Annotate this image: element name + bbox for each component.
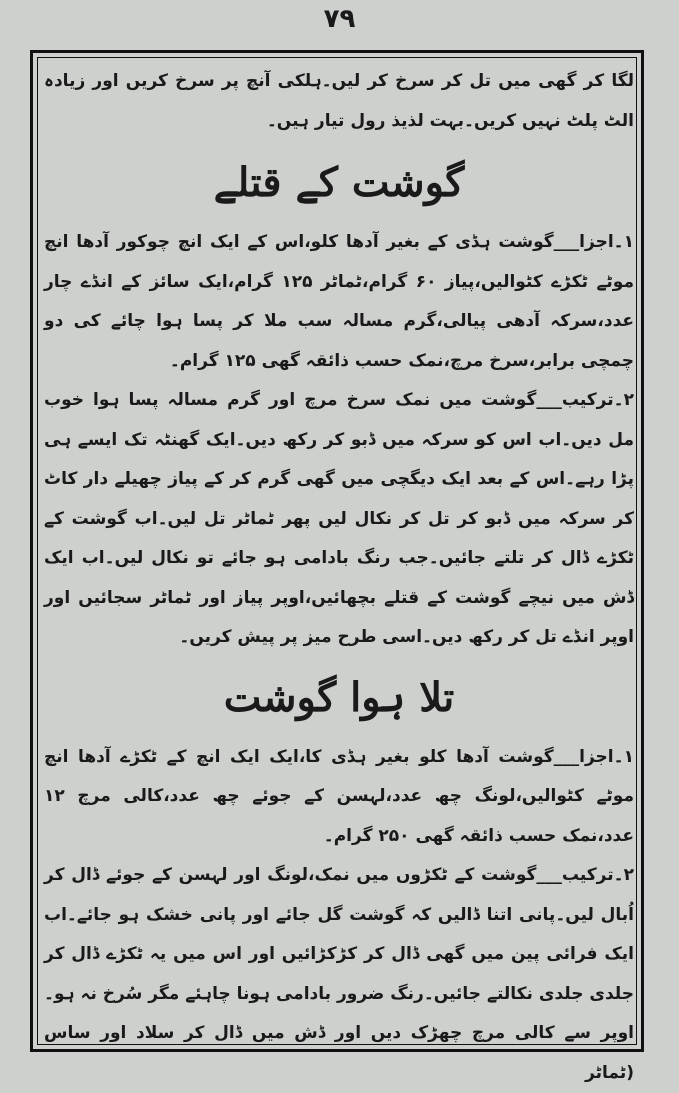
section-title-tala-hua-gosht: تلا ہوا گوشت: [223, 673, 455, 721]
section1-ingredients: ۱۔اجزا___گوشت ہڈی کے بغیر آدھا کلو،اس کے ایک انچ چوکور آدھا انچ موٹے ٹکڑے کٹوالیں،پیاز ۶۰ گرام،ٹماٹر ۱۲۵ گرام،ایک سائز کے انڈے چار عدد،سرکہ آدھی پیالی،گرم مسالہ سب ملا کر پسا ہوا چائے کی دو چمچی برابر،سرخ مرچ،نمک حسب ذائقہ گھی ۱۲۵ گرام۔: [44, 232, 634, 371]
section1-method: ۲۔ترکیب___گوشت میں نمک سرخ مرچ اور گرم مسالہ پسا ہوا خوب مل دیں۔اب اس کو سرکہ میں ڈبو کر رکھ دیں۔ایک گھنٹہ تک ایسے ہی پڑا رہے۔اس کے بعد ایک دیگچی میں گھی گرم کر کے پیاز چھیلے دار کاٹ کر سرکہ میں ڈبو کر تل کر نکال لیں پھر ٹماٹر تل لیں۔اب گوشت کے ٹکڑے ڈال کر تلتے جائیں۔جب رنگ بادامی ہو جائے تو نکال لیں۔اب ایک ڈش میں نیچے گوشت کے قتلے بچھائیں،اوپر پیاز اور ٹماٹر سجائیں اور اوپر انڈے تل کر رکھ دیں۔اسی طرح میز پر پیش کریں۔: [44, 390, 634, 647]
section2-ingredients: ۱۔اجزا___گوشت آدھا کلو بغیر ہڈی کا،ایک ایک انچ کے ٹکڑے آدھا انچ موٹے کٹوالیں،لونگ چھ عدد،لہسن کے جوئے چھ عدد،کالی مرچ ۱۲ عدد،نمک حسب ذائقہ گھی ۲۵۰ گرام۔: [44, 746, 634, 846]
intro-paragraph: لگا کر گھی میں تل کر سرخ کر لیں۔ہلکی آنچ پر سرخ کریں اور زیادہ الٹ پلٹ نہیں کریں۔بہت لذیذ رول تیار ہیں۔: [44, 71, 634, 131]
section2-method: ۲۔ترکیب___گوشت کے ٹکڑوں میں نمک،لونگ اور لہسن کے جوئے ڈال کر اُبال لیں۔پانی اتنا ڈالیں کہ گوشت گل جائے اور پانی خشک ہو جائے۔اب ایک فرائی پین میں گھی ڈال کر کڑکڑائیں اور اس میں یہ ٹکڑے ڈال کر جلدی جلدی نکالتے جائیں۔رنگ ضرور بادامی ہونا چاہئے مگر سُرخ نہ ہو۔اوپر سے کالی مرچ چھڑک دیں اور ڈش میں ڈال کر سلاد اور ساس (ٹماٹر: [44, 865, 634, 1083]
section-title-gosht-ke-qatle: گوشت کے قتلے: [213, 159, 465, 206]
page-number: ۷۹: [323, 4, 356, 34]
page-content: [44, 62, 634, 1083]
